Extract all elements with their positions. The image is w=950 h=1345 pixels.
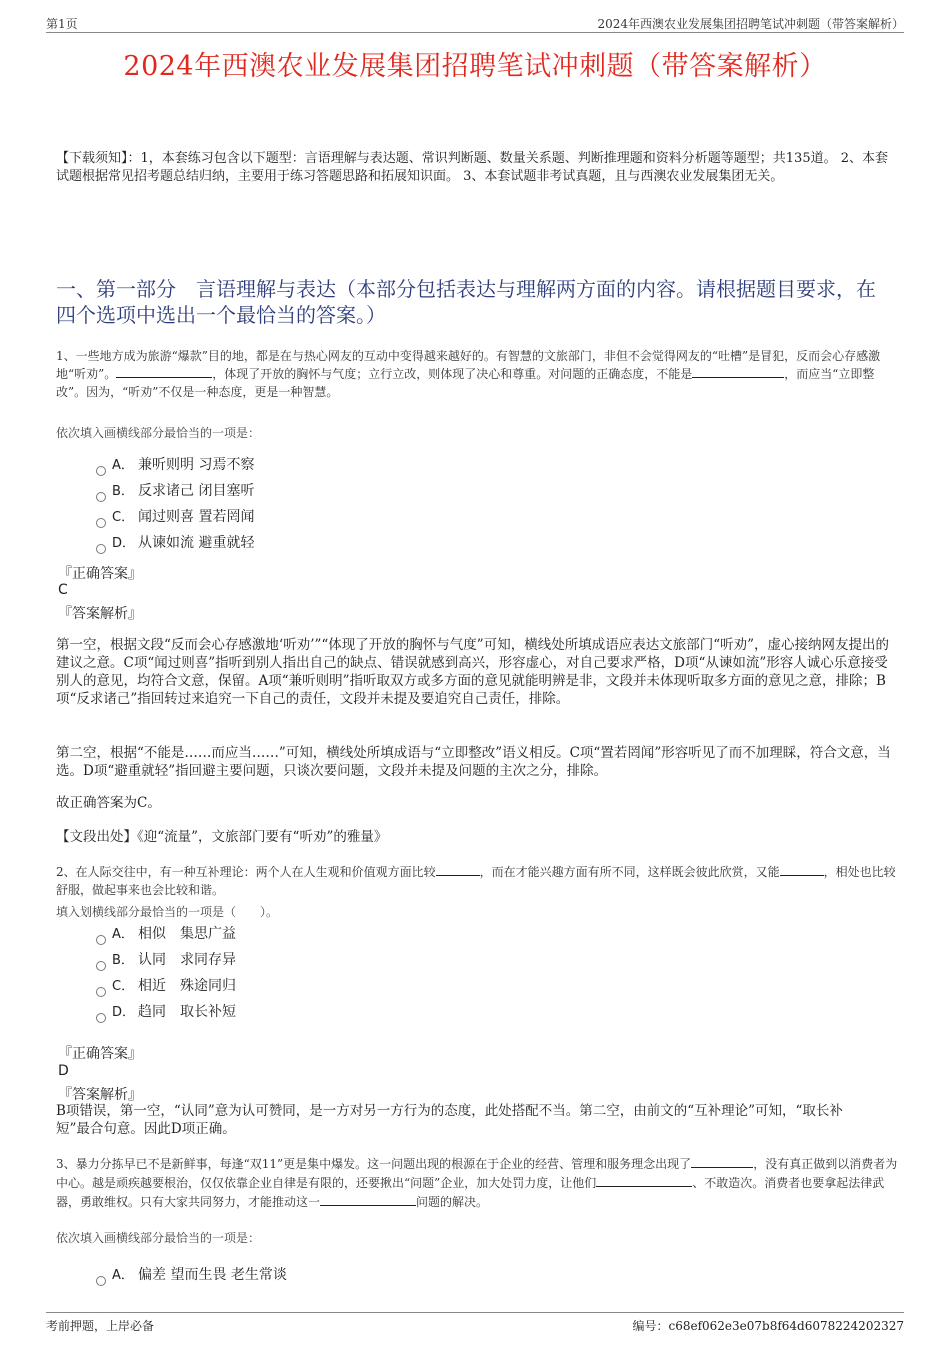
radio-icon[interactable] — [96, 544, 106, 554]
correct-answer: C — [58, 582, 68, 598]
document-title: 2024年西澳农业发展集团招聘笔试冲刺题（带答案解析） — [123, 51, 827, 82]
question-3-options — [96, 1262, 287, 1288]
correct-answer-label: 『正确答案』 — [58, 566, 142, 582]
option-c[interactable]: C． 闻过则喜 置若罔闻 — [96, 504, 254, 530]
page-footer — [46, 1312, 904, 1335]
question-3-prompt: 依次填入画横线部分最恰当的一项是： — [56, 1231, 261, 1245]
blank-line — [596, 1174, 692, 1187]
option-a[interactable]: A． 偏差 望而生畏 老生常谈 — [96, 1262, 287, 1288]
header-doc-title: 2024年西澳农业发展集团招聘笔试冲刺题（带答案解析） — [597, 17, 904, 31]
option-b[interactable]: B． 反求诸己 闭目塞听 — [96, 478, 254, 504]
radio-icon[interactable] — [96, 961, 106, 971]
analysis-label: 『答案解析』 — [58, 1087, 142, 1103]
question-2-text: 2、在人际交往中，有一种互补理论：两个人在人生观和价值观方面比较 ，而在才能兴趣方面有所不同，这样既会彼此欣赏，又能 ，相处也比较舒服，做起事来也会比较和谐。 — [56, 865, 896, 897]
analysis-label: 『答案解析』 — [58, 606, 142, 622]
correct-answer-label: 『正确答案』 — [58, 1046, 142, 1062]
blank-line — [436, 863, 480, 876]
analysis-paragraph-1: 第一空，根据文段“反而会心存感激地‘听劝’”“体现了开放的胸怀与气度”可知，横线处所填成语应表达文旅部门“听劝”，虚心接纳网友提出的建议之意。C项“闻过则喜”指听到别人指出自己的缺点、错误就感到高兴，形容虚心，对自己要求严格，D项“从谏如流”形容人诚心乐意接受别人的意见，均符合文意，保留。A项“兼听则明”指听取双方或多方面的意见就能明辨是非，文段并未体现听取多方面的意见之意，排除；B项“反求诸己”指回转过来追究一下自己的责任，文段并未提及要追究自己责任，排除。 — [56, 637, 889, 707]
option-d[interactable]: D． 趋同 取长补短 — [96, 999, 236, 1025]
analysis-paragraph: B项错误，第一空，“认同”意为认可赞同，是一方对另一方行为的态度，此处搭配不当。第二空，由前文的“互补理论”可知，“取长补短”最合句意。因此D项正确。 — [56, 1103, 843, 1137]
question-1-options — [96, 452, 254, 556]
passage-source: 【文段出处】《迎“流量”，文旅部门要有“听劝”的雅量》 — [56, 829, 388, 845]
blank-line — [116, 365, 212, 378]
radio-icon[interactable] — [96, 1013, 106, 1023]
radio-icon[interactable] — [96, 518, 106, 528]
option-a[interactable]: A． 相似 集思广益 — [96, 921, 236, 947]
option-b[interactable]: B． 认同 求同存异 — [96, 947, 236, 973]
analysis-conclusion: 故正确答案为C。 — [56, 795, 161, 811]
page-header — [46, 14, 904, 33]
blank-line — [692, 365, 784, 378]
page-number: 第1页 — [46, 17, 78, 31]
download-notice: 【下载须知】：1，本套练习包含以下题型：言语理解与表达题、常识判断题、数量关系题、判断推理题和资料分析题等题型；共135道。 2、本套试题根据常见招考题总结归纳，主要用于练习答题思路和拓展知识面。 3、本套试题非考试真题，且与西澳农业发展集团无关。 — [56, 151, 888, 184]
radio-icon[interactable] — [96, 492, 106, 502]
radio-icon[interactable] — [96, 935, 106, 945]
blank-line — [691, 1155, 753, 1168]
radio-icon[interactable] — [96, 987, 106, 997]
section-title: 一、第一部分 言语理解与表达（本部分包括表达与理解两方面的内容。请根据题目要求，在四个选项中选出一个最恰当的答案。） — [56, 277, 876, 327]
question-1-text: 1、一些地方成为旅游“爆款”目的地，都是在与热心网友的互动中变得越来越好的。有智慧的文旅部门，非但不会觉得网友的“吐槽”是冒犯，反而会心存感激地“听劝”。 ，体现了开放的胸怀与气度；立行立改，则体现了决心和尊重。对问题的正确态度，不能是 ，而应当“立即整改”。因为，“听劝”不仅是一种态度，更是一种智慧。 — [56, 349, 881, 399]
option-c[interactable]: C． 相近 殊途同归 — [96, 973, 236, 999]
radio-icon[interactable] — [96, 1276, 106, 1286]
footer-slogan: 考前押题，上岸必备 — [46, 1319, 155, 1333]
question-2-options — [96, 921, 236, 1025]
option-a[interactable]: A． 兼听则明 习焉不察 — [96, 452, 254, 478]
option-d[interactable]: D． 从谏如流 避重就轻 — [96, 530, 254, 556]
question-2-prompt: 填入划横线部分最恰当的一项是（ ）。 — [56, 905, 279, 919]
radio-icon[interactable] — [96, 466, 106, 476]
question-3-text: 3、暴力分拣早已不是新鲜事，每逢“双11”更是集中爆发。这一问题出现的根源在于企业的经营、管理和服务理念出现了 ，没有真正做到以消费者为中心。越是顽疾越要根治，仅仅依靠企业自律是有限的，还要揪出“问题”企业，加大处罚力度，让他们 、不敢造次。消费者也要拿起法律武器，勇敢维权。只有大家共同努力，才能推动这一 问题的解决。 — [56, 1157, 898, 1209]
question-1-prompt: 依次填入画横线部分最恰当的一项是： — [56, 426, 261, 440]
document-id: 编号：c68ef062e3e07b8f64d6078224202327 — [632, 1319, 904, 1333]
blank-line — [320, 1193, 416, 1206]
analysis-paragraph-2: 第二空，根据“不能是……而应当……”可知，横线处所填成语与“立即整改”语义相反。C项“置若罔闻”形容听见了而不加理睬，符合文意，当选。D项“避重就轻”指回避主要问题，只谈次要问题，文段并未提及问题的主次之分，排除。 — [56, 745, 891, 779]
blank-line — [780, 863, 824, 876]
correct-answer: D — [58, 1063, 69, 1079]
